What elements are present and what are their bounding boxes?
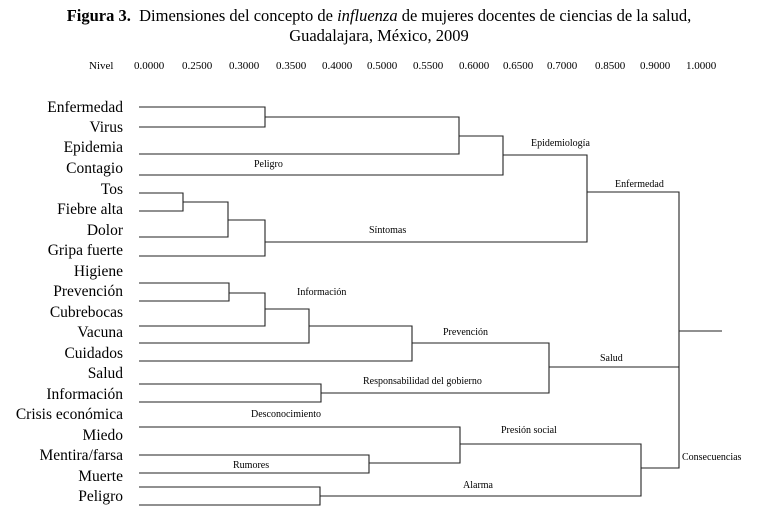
figure-title-line2: Guadalajara, México, 2009 — [289, 26, 469, 45]
cluster-label-rumores: Rumores — [233, 460, 270, 471]
leaf-label: Peligro — [78, 488, 123, 505]
cluster-label-presion: Presión social — [501, 425, 557, 436]
level-tick: 0.2500 — [182, 60, 213, 72]
level-tick: 0.4000 — [322, 60, 353, 72]
level-axis — [89, 60, 717, 72]
level-tick: 0.5000 — [367, 60, 398, 72]
leaf-label: Prevención — [53, 283, 123, 300]
leaf-label: Cubrebocas — [49, 304, 123, 321]
title-italic: influenza — [337, 6, 398, 25]
merge-root — [587, 192, 679, 468]
cluster-label-prevencion: Prevención — [443, 327, 488, 338]
leaf-label: Cuidados — [64, 345, 123, 362]
leaf-label: Gripa fuerte — [47, 242, 123, 259]
dendrogram-tree — [139, 107, 722, 505]
cluster-label-salud: Salud — [600, 353, 623, 364]
leaf-label: Enfermedad — [47, 99, 123, 116]
merge-tos-fiebre — [139, 193, 183, 211]
leaf-label: Higiene — [73, 263, 123, 280]
leaf-label: Información — [46, 386, 123, 403]
title-text-before: Dimensiones del concepto de — [139, 6, 338, 25]
leaf-label: Muerte — [78, 468, 123, 485]
leaf-labels — [16, 99, 124, 505]
leaf-label: Virus — [89, 119, 123, 136]
leaf-label: Vacuna — [77, 324, 123, 341]
merge-gripa — [139, 220, 265, 256]
merge-cubrebocas — [139, 293, 265, 326]
cluster-label-responsabilidad: Responsabilidad del gobierno — [363, 376, 482, 387]
level-tick: 0.8500 — [595, 60, 626, 72]
cluster-label-enfermedad: Enfermedad — [615, 179, 664, 190]
level-tick: 0.6000 — [459, 60, 490, 72]
cluster-label-alarma: Alarma — [463, 480, 493, 491]
level-tick: 0.5500 — [413, 60, 444, 72]
level-tick: 1.0000 — [686, 60, 717, 72]
cluster-label-informacion: Información — [297, 287, 347, 298]
cluster-label-epidemiologia: Epidemiología — [531, 138, 590, 149]
leaf-label: Miedo — [82, 427, 123, 444]
leaf-label: Epidemia — [63, 139, 123, 156]
cluster-label-consecuencias: Consecuencias — [682, 452, 742, 463]
merge-contagio — [139, 136, 503, 175]
leaf-label: Mentira/farsa — [39, 447, 123, 464]
figure-label: Figura 3. — [66, 6, 131, 25]
level-tick: 0.7000 — [547, 60, 578, 72]
level-tick: 0.9000 — [640, 60, 671, 72]
figure-title-line1 — [67, 6, 692, 25]
leaf-label: Contagio — [66, 160, 123, 177]
title-text-after: de mujeres docentes de ciencias de la salud, — [397, 6, 692, 25]
cluster-label-peligro: Peligro — [254, 159, 283, 170]
level-axis-label: Nivel — [89, 60, 114, 72]
leaf-label: Crisis económica — [15, 406, 123, 423]
merge-miedo-mentira — [139, 427, 460, 463]
merge-enfermedad-virus — [139, 107, 265, 127]
merge-muerte-peligro — [139, 487, 320, 505]
level-tick: 0.3500 — [276, 60, 307, 72]
merge-prevencion-cubrebocas — [139, 283, 229, 301]
leaf-label: Fiebre alta — [57, 201, 123, 218]
merge-epidemiologia-sintomas — [265, 155, 587, 242]
level-tick: 0.0000 — [134, 60, 165, 72]
merge-epidemia — [139, 117, 459, 154]
cluster-label-sintomas: Síntomas — [369, 225, 407, 236]
leaf-label: Tos — [100, 181, 123, 198]
level-tick: 0.6500 — [503, 60, 534, 72]
leaf-label: Salud — [87, 365, 123, 382]
cluster-label-desconocimiento: Desconocimiento — [251, 409, 321, 420]
leaf-label: Dolor — [86, 222, 123, 239]
level-tick: 0.3000 — [229, 60, 260, 72]
merge-salud-informacion — [139, 384, 321, 402]
